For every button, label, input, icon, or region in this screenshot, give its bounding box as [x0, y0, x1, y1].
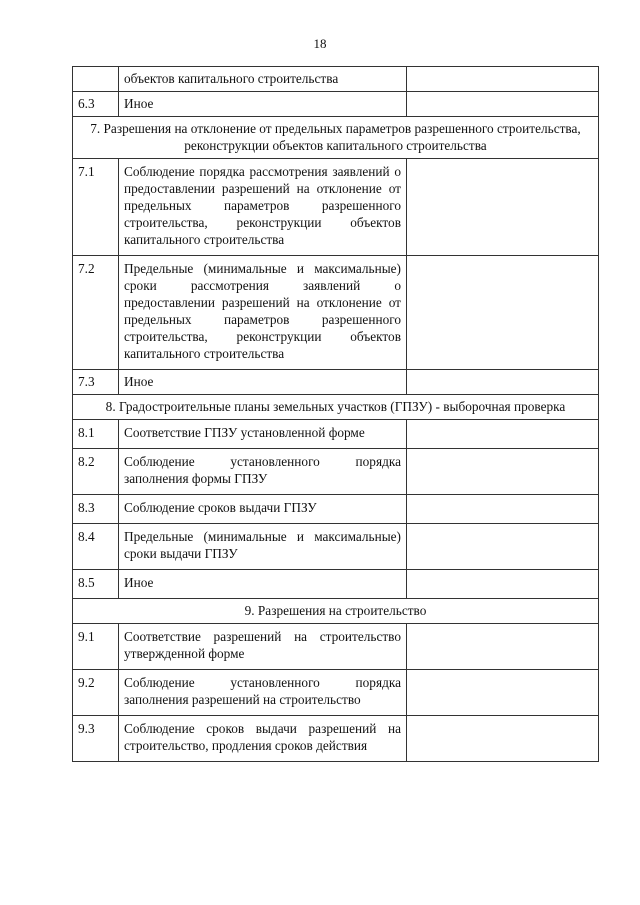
row-number-cell: 8.5: [73, 570, 119, 599]
section-heading: 8. Градостроительные планы земельных участков (ГПЗУ) - выборочная проверка: [73, 395, 599, 420]
row-text-cell: Иное: [119, 370, 407, 395]
row-empty-cell: [407, 370, 599, 395]
row-number-cell: 6.3: [73, 92, 119, 117]
row-number-cell: 7.2: [73, 256, 119, 370]
table-row: [73, 495, 599, 524]
row-empty-cell: [407, 570, 599, 599]
row-empty-cell: [407, 624, 599, 670]
table-row: [73, 449, 599, 495]
section-row: [73, 117, 599, 159]
row-empty-cell: [407, 420, 599, 449]
row-empty-cell: [407, 67, 599, 92]
section-heading: 7. Разрешения на отклонение от предельных параметров разрешенного строительства, реконструкции объектов капитального строительства: [73, 117, 599, 159]
row-number-cell: [73, 67, 119, 92]
section-row: [73, 395, 599, 420]
row-text-cell: Предельные (минимальные и максимальные) сроки выдачи ГПЗУ: [119, 524, 407, 570]
table-row: [73, 716, 599, 762]
checklist-table: [72, 66, 599, 762]
table-row: [73, 370, 599, 395]
section-row: [73, 599, 599, 624]
row-text-cell: объектов капитального строительства: [119, 67, 407, 92]
row-empty-cell: [407, 159, 599, 256]
row-text-cell: Иное: [119, 570, 407, 599]
table-row: [73, 570, 599, 599]
row-number-cell: 9.3: [73, 716, 119, 762]
row-text-cell: Соблюдение порядка рассмотрения заявлений о предоставлении разрешений на отклонение от предельных параметров разрешенного строительства, реконструкции объектов капитального строительства: [119, 159, 407, 256]
page-number: 18: [313, 36, 327, 51]
row-text-cell: Иное: [119, 92, 407, 117]
row-empty-cell: [407, 256, 599, 370]
row-text-cell: Соответствие разрешений на строительство утвержденной форме: [119, 624, 407, 670]
row-number-cell: 8.2: [73, 449, 119, 495]
section-heading: 9. Разрешения на строительство: [73, 599, 599, 624]
row-number-cell: 7.3: [73, 370, 119, 395]
row-number-cell: 7.1: [73, 159, 119, 256]
table-row: [73, 524, 599, 570]
row-empty-cell: [407, 495, 599, 524]
row-text-cell: Соблюдение сроков выдачи ГПЗУ: [119, 495, 407, 524]
table-row: [73, 159, 599, 256]
row-empty-cell: [407, 716, 599, 762]
row-text-cell: Соблюдение сроков выдачи разрешений на строительство, продления сроков действия: [119, 716, 407, 762]
row-number-cell: 9.1: [73, 624, 119, 670]
table-row: [73, 624, 599, 670]
row-empty-cell: [407, 670, 599, 716]
table-row: [73, 420, 599, 449]
row-number-cell: 8.1: [73, 420, 119, 449]
row-text-cell: Предельные (минимальные и максимальные) сроки рассмотрения заявлений о предоставлении разрешений на отклонение от предельных параметров разрешенного строительства, реконструкции объектов капитального строительства: [119, 256, 407, 370]
row-text-cell: Соответствие ГПЗУ установленной форме: [119, 420, 407, 449]
table-row: [73, 92, 599, 117]
row-number-cell: 9.2: [73, 670, 119, 716]
row-empty-cell: [407, 449, 599, 495]
row-text-cell: Соблюдение установленного порядка заполнения разрешений на строительство: [119, 670, 407, 716]
table-row: [73, 670, 599, 716]
row-text-cell: Соблюдение установленного порядка заполнения формы ГПЗУ: [119, 449, 407, 495]
row-number-cell: 8.3: [73, 495, 119, 524]
row-empty-cell: [407, 92, 599, 117]
row-number-cell: 8.4: [73, 524, 119, 570]
row-empty-cell: [407, 524, 599, 570]
table-row: [73, 67, 599, 92]
table-row: [73, 256, 599, 370]
